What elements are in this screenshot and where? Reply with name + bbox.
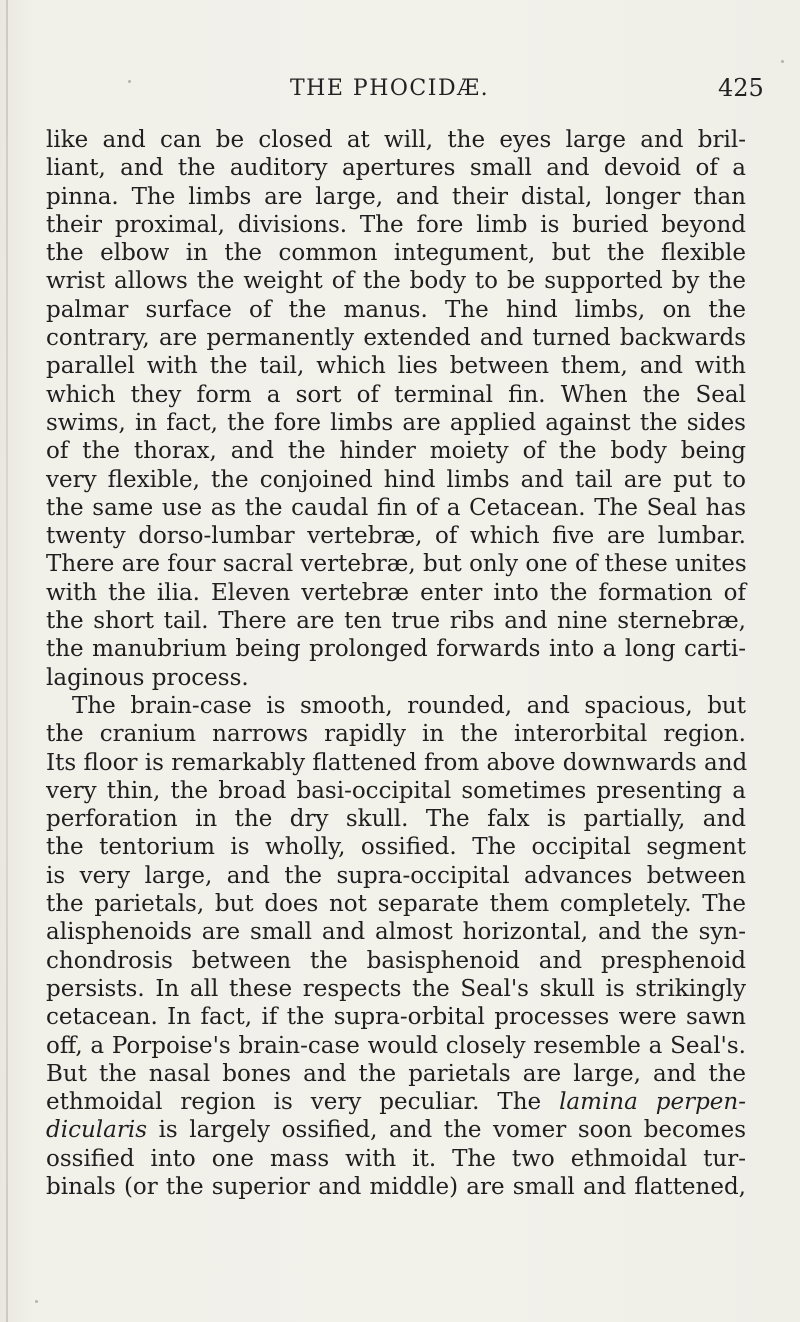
text-line: is very large, and the supra-occipital advances between <box>46 862 746 889</box>
text-line: off, a Porpoise's brain-case would closely resemble a Seal's. <box>46 1032 746 1059</box>
text-line: the parietals, but does not separate them completely. The <box>46 891 746 918</box>
text-segment: is largely ossified, and the vomer soon becomes <box>147 1117 746 1144</box>
italic-term: dicularis <box>46 1117 147 1144</box>
text-line: very flexible, the conjoined hind limbs and tail are put to <box>46 466 746 493</box>
text-line: which they form a sort of terminal fin. When the Seal <box>46 381 746 408</box>
paper-speck <box>35 1300 38 1303</box>
page-number: 425 <box>718 74 764 102</box>
text-line: wrist allows the weight of the body to be supported by the <box>46 268 746 295</box>
running-head: THE PHOCIDÆ. <box>290 76 490 101</box>
page-header <box>0 74 800 114</box>
text-line: chondrosis between the basisphenoid and presphenoid <box>46 947 746 974</box>
text-line: their proximal, divisions. The fore limb is buried beyond <box>46 211 746 238</box>
text-line: liant, and the auditory apertures small and devoid of a <box>46 155 746 182</box>
text-line-with-italic <box>46 1116 746 1144</box>
text-line: the short tail. There are ten true ribs and nine sternebræ, <box>46 608 746 635</box>
text-line: palmar surface of the manus. The hind limbs, on the <box>46 296 746 323</box>
text-line: The brain-case is smooth, rounded, and spacious, but <box>72 692 746 719</box>
text-line-with-italic <box>46 1088 746 1116</box>
text-line: persists. In all these respects the Seal's skull is strikingly <box>46 975 746 1002</box>
text-line: perforation in the dry skull. The falx is partially, and <box>46 806 746 833</box>
paper-speck <box>128 80 131 83</box>
text-line: with the ilia. Eleven vertebræ enter into the formation of <box>46 579 746 606</box>
binding-gutter <box>6 0 8 1322</box>
paper-speck <box>781 60 784 63</box>
text-line: very thin, the broad basi-occipital sometimes presenting a <box>46 777 746 804</box>
text-line: the tentorium is wholly, ossified. The occipital segment <box>46 834 746 861</box>
text-line: the manubrium being prolonged forwards into a long carti- <box>46 636 746 663</box>
body-text <box>46 126 746 1201</box>
text-segment: ethmoidal region is very peculiar. The <box>46 1089 560 1116</box>
text-line: the cranium narrows rapidly in the interorbital region. <box>46 721 746 748</box>
text-line: binals (or the superior and middle) are small and flattened, <box>46 1173 746 1200</box>
text-line: contrary, are permanently extended and turned backwards <box>46 325 746 352</box>
text-line: cetacean. In fact, if the supra-orbital processes were sawn <box>46 1004 746 1031</box>
text-line: Its floor is remarkably flattened from above downwards and <box>46 749 748 776</box>
text-line: parallel with the tail, which lies between them, and with <box>46 353 746 380</box>
text-line: the same use as the caudal fin of a Cetacean. The Seal has <box>46 494 746 521</box>
text-line: like and can be closed at will, the eyes large and bril- <box>46 127 746 153</box>
text-line: laginous process. <box>46 664 249 691</box>
text-line: There are four sacral vertebræ, but only one of these unites <box>46 551 747 578</box>
text-line: of the thorax, and the hinder moiety of the body being <box>46 438 746 465</box>
paragraph-1 <box>46 126 746 692</box>
text-line: ossified into one mass with it. The two ethmoidal tur- <box>46 1145 746 1172</box>
paragraph-2 <box>46 692 746 1201</box>
text-line: alisphenoids are small and almost horizontal, and the syn- <box>46 919 746 946</box>
italic-term: lamina perpen- <box>559 1089 746 1116</box>
text-line: But the nasal bones and the parietals are large, and the <box>46 1060 746 1087</box>
text-line: swims, in fact, the fore limbs are applied against the sides <box>46 409 746 436</box>
text-line: pinna. The limbs are large, and their distal, longer than <box>46 183 746 210</box>
text-line: the elbow in the common integument, but the flexible <box>46 240 746 267</box>
text-line: twenty dorso-lumbar vertebræ, of which five are lumbar. <box>46 523 746 550</box>
